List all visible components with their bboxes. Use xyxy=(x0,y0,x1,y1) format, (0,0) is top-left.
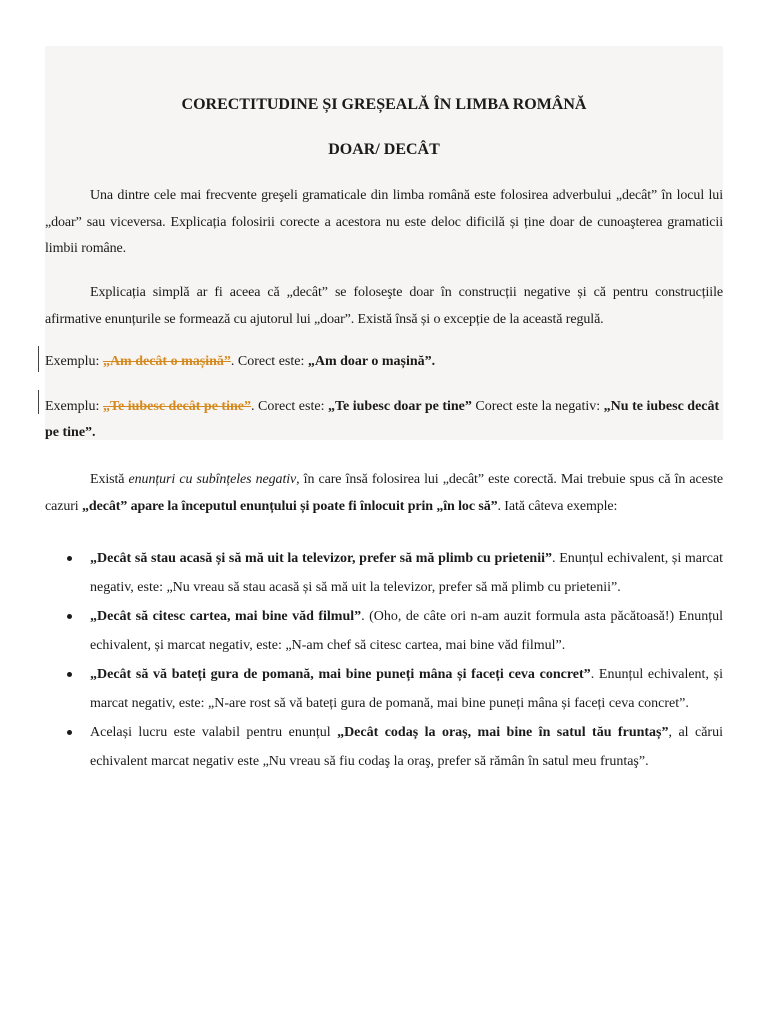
examples-list xyxy=(45,544,723,776)
bold-example: „Decât să stau acasă și să mă uit la televizor, prefer să mă plimb cu prietenii” xyxy=(90,551,553,566)
example-explanation: . Enunțul echivalent, și marcat negativ, este: „Nu vreau să stau acasă și să mă uit la televizor, prefer să mă plimb cu prietenii”. xyxy=(90,551,723,595)
margin-change-bar xyxy=(38,346,39,372)
list-item xyxy=(45,718,723,776)
italic-term: enunțuri cu subînțeles negativ xyxy=(128,472,297,487)
bold-example: „Decât codaș la oraș, mai bine în satul tău fruntaș” xyxy=(337,725,669,740)
text-run: Există xyxy=(90,472,129,487)
bullet-icon xyxy=(67,556,72,561)
example-middle: . Corect este: xyxy=(250,399,328,414)
document-title: CORECTITUDINE ȘI GREȘEALĂ ÎN LIMBA ROMÂNĂ xyxy=(181,96,587,113)
text-run: Același lucru este valabil pentru enunțul xyxy=(90,725,338,740)
list-item xyxy=(45,544,723,602)
wrong-example: „Te iubesc decât pe tine” xyxy=(102,399,251,414)
bold-example: „Decât să citesc cartea, mai bine văd filmul” xyxy=(90,609,362,624)
intro-paragraph: Una dintre cele mai frecvente greşeli gramaticale din limba română este folosirea adverbului „decât” în locul lui „doar” sau viceversa. Explicația folosirii corecte a acestora nu este deloc dificilă și ține doar de cunoaşterea gramaticii limbii române. xyxy=(45,188,723,256)
example-explanation: , al cărui echivalent marcat negativ este „Nu vreau să fiu codaş la oraş, prefer să rămân în satul meu fruntaş”. xyxy=(90,725,723,769)
document-subtitle: DOAR/ DECÂT xyxy=(328,141,440,158)
example-explanation: . (Oho, de câte ori n-am auzit formula asta păcătoasă!) Enunțul echivalent, și marcat negativ, este: „N-am chef să citesc cartea, mai bine văd filmul”. xyxy=(90,609,724,653)
example-two xyxy=(45,394,723,446)
list-item xyxy=(45,602,723,660)
correct-example: „Te iubesc doar pe tine” xyxy=(327,399,472,414)
margin-change-bar xyxy=(38,390,39,414)
negative-intro: Corect este la negativ: xyxy=(471,399,604,414)
negative-example: „Nu te iubesc decât pe tine”. xyxy=(45,399,720,440)
example-one xyxy=(45,349,723,375)
explanation-paragraph: Explicația simplă ar fi aceea că „decât” se foloseşte doar în construcții negative și că pentru construcțiile afirmative enunțurile se formează cu ajutorul lui „doar”. Există însă și o excepție de la această regulă. xyxy=(45,285,723,327)
list-item xyxy=(45,660,723,718)
bold-rule: „decât” apare la începutul enunțului și poate fi înlocuit prin „în loc să” xyxy=(82,498,498,514)
bullet-icon xyxy=(67,672,72,677)
bullet-icon xyxy=(67,730,72,735)
text-run: , în care însă folosirea lui „decât” este corectă. Mai trebuie spus că în aceste cazuri xyxy=(45,472,724,514)
bold-example: „Decât să vă bateți gura de pomană, mai bine puneți mâna și faceți ceva concret” xyxy=(90,667,591,682)
example-prefix: Exemplu: xyxy=(45,399,103,414)
example-explanation: . Enunțul echivalent, și marcat negativ, este: „N-are rost să vă bateți gura de pomană, mai bine puneți mâna și faceți ceva concret”. xyxy=(90,667,723,711)
correct-example: „Am doar o mașină”. xyxy=(307,354,436,369)
bullet-icon xyxy=(67,614,72,619)
exception-paragraph xyxy=(45,467,723,520)
text-run: . Iată câteva exemple: xyxy=(497,498,618,514)
wrong-example: „Am decât o mașină” xyxy=(102,354,231,369)
example-middle: . Corect este: xyxy=(230,354,308,369)
example-prefix: Exemplu: xyxy=(45,354,103,369)
